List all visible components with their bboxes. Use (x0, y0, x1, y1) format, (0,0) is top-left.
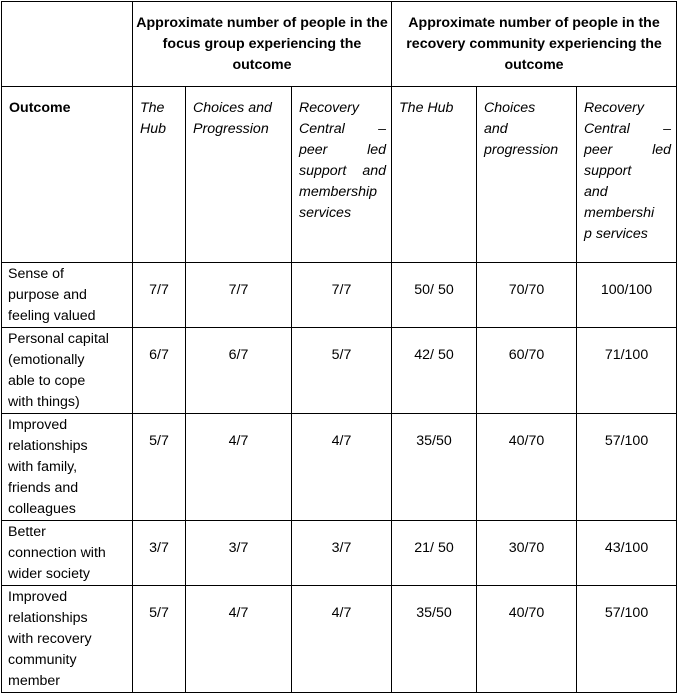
outcome-label (2, 328, 133, 414)
outcome-label (2, 586, 133, 693)
community-hub-value: 21/ 50 (392, 521, 477, 586)
community-central-value: 100/100 (577, 263, 677, 328)
community-central-value: 71/100 (577, 328, 677, 414)
focus-hub-value: 5/7 (133, 586, 186, 693)
outcome-line: Personal capital (8, 331, 109, 347)
outcome-label (2, 263, 133, 328)
header-line: p services (584, 226, 648, 242)
outcome-line: relationships (8, 438, 88, 454)
table-row (2, 414, 677, 521)
outcome-line: with things) (8, 394, 80, 410)
outcomes-table (1, 1, 677, 693)
outcome-line: Sense of (8, 266, 65, 282)
community-hub-value: 50/ 50 (392, 263, 477, 328)
outcome-line: connection with (8, 545, 106, 561)
focus-central-value: 7/7 (292, 263, 392, 328)
group-header-row (2, 2, 677, 87)
outcome-line: with recovery (8, 631, 92, 647)
outcome-line: relationships (8, 610, 88, 626)
focus-choices-value: 7/7 (186, 263, 292, 328)
focus-central-value: 3/7 (292, 521, 392, 586)
community-hub-header (392, 87, 477, 263)
header-line: membership (299, 184, 378, 200)
header-line: Central – (584, 121, 672, 137)
outcome-line: community (8, 652, 77, 668)
outcome-label (2, 414, 133, 521)
focus-hub-value: 6/7 (133, 328, 186, 414)
focus-central-value: 5/7 (292, 328, 392, 414)
focus-hub-value: 3/7 (133, 521, 186, 586)
header-line: Hub (140, 121, 167, 137)
corner-cell (2, 2, 133, 87)
table-row (2, 328, 677, 414)
community-central-value: 57/100 (577, 414, 677, 521)
header-line: Choices and (193, 100, 272, 116)
focus-hub-value: 5/7 (133, 414, 186, 521)
header-line: Central – (299, 121, 387, 137)
focus-hub-value: 7/7 (133, 263, 186, 328)
header-line: membershi (584, 205, 655, 221)
header-line: peer led (584, 142, 672, 158)
community-choices-value: 40/70 (477, 414, 577, 521)
community-hub-value: 35/50 (392, 414, 477, 521)
header-line: services (299, 205, 352, 221)
community-central-header (577, 87, 677, 263)
outcome-label (2, 521, 133, 586)
outcome-line: purpose and (8, 287, 87, 303)
focus-group-header: Approximate number of people in the focus group experiencing the outcome (133, 2, 392, 87)
header-line: progression (484, 142, 559, 158)
community-choices-value: 30/70 (477, 521, 577, 586)
outcome-line: Improved (8, 589, 68, 605)
community-central-value: 43/100 (577, 521, 677, 586)
column-header-row (2, 87, 677, 263)
outcome-line: Better (8, 524, 46, 540)
outcome-column-header: Outcome (2, 87, 133, 263)
table-row (2, 586, 677, 693)
header-line: The (140, 100, 165, 116)
community-choices-value: 70/70 (477, 263, 577, 328)
community-choices-header (477, 87, 577, 263)
community-choices-value: 40/70 (477, 586, 577, 693)
table-row (2, 521, 677, 586)
header-line: Choices (484, 100, 536, 116)
outcome-line: Improved (8, 417, 68, 433)
header-line: The Hub (399, 100, 454, 116)
table-row (2, 263, 677, 328)
header-line: support and (299, 163, 387, 179)
outcome-line: friends and (8, 480, 79, 496)
outcome-line: with family, (8, 459, 78, 475)
focus-central-value: 4/7 (292, 586, 392, 693)
community-group-header: Approximate number of people in the recovery community experiencing the outcome (392, 2, 677, 87)
community-central-value: 57/100 (577, 586, 677, 693)
focus-choices-value: 4/7 (186, 586, 292, 693)
community-hub-value: 42/ 50 (392, 328, 477, 414)
header-line: peer led (299, 142, 387, 158)
outcome-line: wider society (8, 566, 91, 582)
header-line: Recovery (584, 100, 644, 116)
outcome-line: member (8, 673, 61, 689)
focus-choices-value: 4/7 (186, 414, 292, 521)
outcome-line: (emotionally (8, 352, 85, 368)
focus-hub-header (133, 87, 186, 263)
header-line: Progression (193, 121, 269, 137)
focus-choices-value: 6/7 (186, 328, 292, 414)
outcome-line: colleagues (8, 501, 76, 517)
focus-choices-header (186, 87, 292, 263)
community-hub-value: 35/50 (392, 586, 477, 693)
focus-central-header (292, 87, 392, 263)
header-line: and (484, 121, 508, 137)
outcome-line: feeling valued (8, 308, 96, 324)
focus-choices-value: 3/7 (186, 521, 292, 586)
focus-central-value: 4/7 (292, 414, 392, 521)
header-line: and (584, 184, 608, 200)
header-line: Recovery (299, 100, 359, 116)
community-choices-value: 60/70 (477, 328, 577, 414)
outcome-line: able to cope (8, 373, 86, 389)
header-line: support (584, 163, 632, 179)
